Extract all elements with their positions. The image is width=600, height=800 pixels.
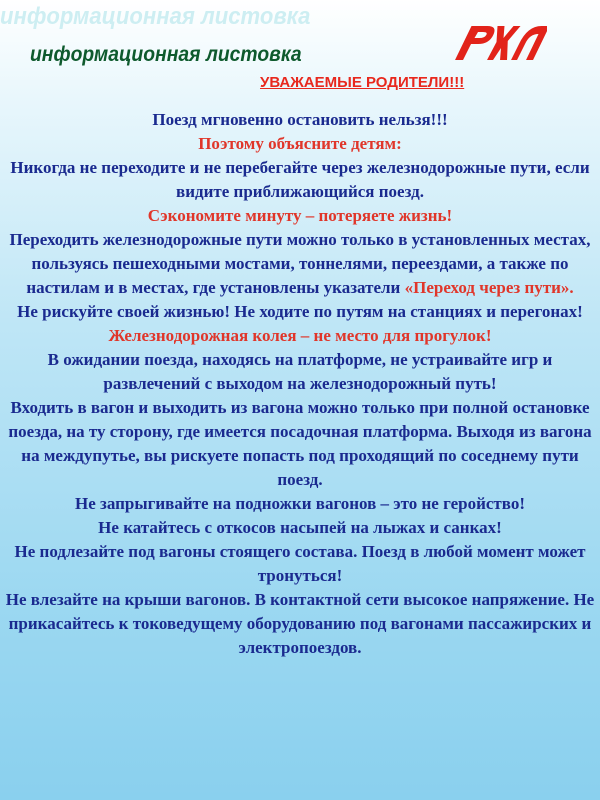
rule-designated-text: Переходить железнодорожные пути можно только в установленных местах, пользуясь пешеходными мостами, тоннелями, переездами, а также по настилам и в местах, где установлены указатели (9, 230, 591, 297)
rule-slopes: Не катайтесь с откосов насыпей на лыжах и санках! (98, 518, 502, 537)
crossing-sign-text: «Переход через пути». (404, 278, 574, 297)
rule-no-risk: Не рискуйте своей жизнью! Не ходите по путям на станциях и перегонах! (17, 302, 583, 321)
warning-minute: Сэкономите минуту – потеряете жизнь! (147, 206, 453, 225)
rule-platform: В ожидании поезда, находясь на платформе, не устраивайте игр и развлечений с выходом на железнодорожный путь! (47, 350, 553, 393)
intro-line: Поезд мгновенно остановить нельзя!!! (152, 110, 448, 129)
rule-under-cars: Не подлезайте под вагоны стоящего состава. Поезд в любой момент может тронуться! (14, 542, 586, 585)
rule-designated-places (4, 228, 596, 300)
rzd-logo-icon (455, 20, 547, 64)
page-title: информационная листовка (30, 43, 302, 66)
warning-track: Железнодорожная колея – не место для прогулок! (108, 326, 492, 345)
rule-crossing: Никогда не переходите и не перебегайте через железнодорожные пути, если видите приближающийся поезд. (10, 158, 590, 201)
rule-roofs: Не влезайте на крыши вагонов. В контактной сети высокое напряжение. Не прикасайтесь к токоведущему оборудованию под вагонами пассажирских и электропоездов. (5, 590, 595, 657)
rule-boarding: Входить в вагон и выходить из вагона можно только при полной остановке поезда, на ту сторону, где имеется посадочная платформа. Выходя из вагона на междупутье, вы рискуете попасть под проходящий по соседнему пути поезд. (8, 398, 592, 489)
rule-footboards: Не запрыгивайте на подножки вагонов – это не геройство! (74, 494, 526, 513)
greeting: УВАЖАЕМЫЕ РОДИТЕЛИ!!! (260, 74, 465, 91)
leaflet-body (4, 108, 596, 660)
header-shadow-title: информационная листовка (0, 3, 311, 30)
explain-line: Поэтому объясните детям: (198, 134, 402, 153)
